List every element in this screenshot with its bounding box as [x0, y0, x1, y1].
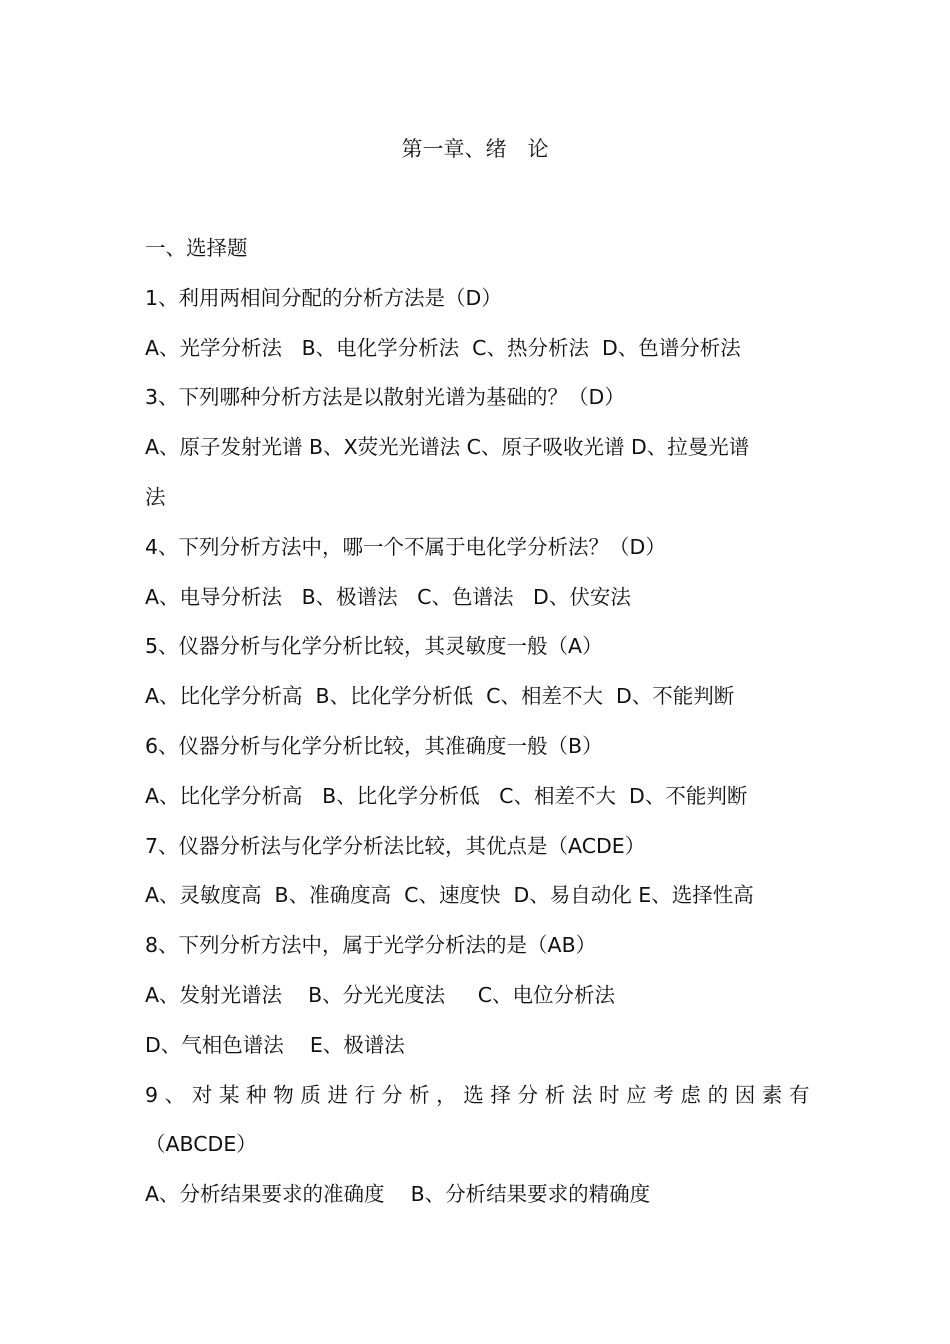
question-list	[145, 233, 810, 1229]
question-8: 8、下列分析方法中，属于光学分析法的是（AB）	[145, 933, 597, 958]
question-3: 3、下列哪种分析方法是以散射光谱为基础的？（D）	[145, 385, 625, 410]
question-7-options: A、灵敏度高 B、准确度高 C、速度快 D、易自动化 E、选择性高	[145, 883, 754, 908]
question-9: 9、对某种物质进行分析，选择分析法时应考虑的因素有	[145, 1082, 810, 1107]
question-9-options: A、分析结果要求的准确度 B、分析结果要求的精确度	[145, 1182, 651, 1207]
question-1: 1、利用两相间分配的分析方法是（D）	[145, 285, 502, 310]
question-8-options-line-1: A、发射光谱法 B、分光光度法 C、电位分析法	[145, 982, 616, 1007]
question-8-options-line-2: D、气相色谱法 E、极谱法	[145, 1032, 405, 1057]
question-9-answer: （ABCDE）	[145, 1132, 257, 1157]
question-4-options: A、电导分析法 B、极谱法 C、色谱法 D、伏安法	[145, 584, 631, 609]
chapter-title: 第一章、绪 论	[401, 137, 549, 161]
question-6: 6、仪器分析与化学分析比较，其准确度一般（B）	[145, 733, 603, 758]
question-4: 4、下列分析方法中，哪一个不属于电化学分析法？（D）	[145, 534, 666, 559]
question-3-options: A、原子发射光谱 B、X荧光光谱法 C、原子吸收光谱 D、拉曼光谱	[145, 435, 750, 460]
question-5-options: A、比化学分析高 B、比化学分析低 C、相差不大 D、不能判断	[145, 684, 735, 709]
question-6-options: A、比化学分析高 B、比化学分析低 C、相差不大 D、不能判断	[145, 783, 748, 808]
question-3-options-continued: 法	[145, 484, 166, 509]
question-5: 5、仪器分析与化学分析比较，其灵敏度一般（A）	[145, 634, 603, 659]
question-7: 7、仪器分析法与化学分析法比较，其优点是（ACDE）	[145, 833, 646, 858]
question-1-options: A、光学分析法 B、电化学分析法 C、热分析法 D、色谱分析法	[145, 335, 741, 360]
section-heading: 一、选择题	[145, 236, 248, 260]
